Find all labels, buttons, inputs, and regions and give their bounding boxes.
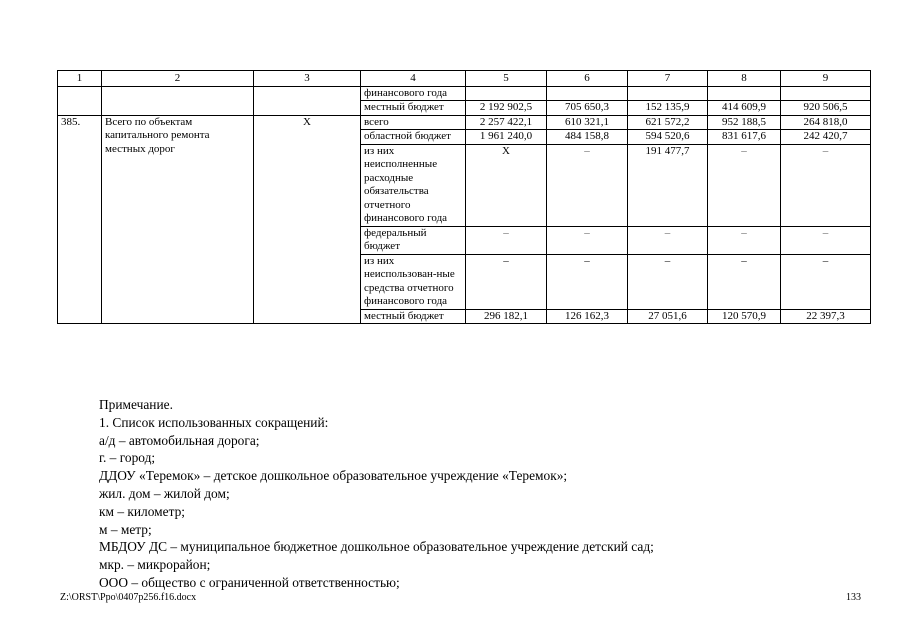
value-cell: –: [708, 226, 781, 254]
note-line: ДДОУ «Теремок» – детское дошкольное образовательное учреждение «Теремок»;: [99, 468, 568, 484]
file-path: Z:\ORST\Ppo\0407p256.f16.docx: [60, 592, 197, 603]
value-cell: 621 572,2: [628, 115, 708, 130]
value-cell: –: [628, 254, 708, 309]
value-cell: 152 135,9: [628, 101, 708, 116]
note-title: Примечание.: [99, 397, 173, 412]
value-cell: –: [628, 226, 708, 254]
value-cell: 191 477,7: [628, 144, 708, 226]
value-cell: 2 192 902,5: [466, 101, 547, 116]
row-label: финансового года: [361, 86, 466, 101]
entry-name: Всего по объектам капитального ремонта местных дорог: [102, 115, 254, 324]
value-cell: 242 420,7: [781, 130, 871, 145]
value-cell: 27 051,6: [628, 309, 708, 324]
value-cell: 610 321,1: [547, 115, 628, 130]
abbreviations-note: [99, 396, 879, 592]
value-cell: 705 650,3: [547, 101, 628, 116]
row-label: из них неиспользован-ные средства отчетного финансового года: [361, 254, 466, 309]
value-cell: –: [547, 226, 628, 254]
column-number: 2: [102, 71, 254, 87]
column-number: 6: [547, 71, 628, 87]
row-label: всего: [361, 115, 466, 130]
row-label: местный бюджет: [361, 101, 466, 116]
column-number: 9: [781, 71, 871, 87]
row-label: местный бюджет: [361, 309, 466, 324]
note-line: жил. дом – жилой дом;: [99, 485, 230, 501]
value-cell: 831 617,6: [708, 130, 781, 145]
value-cell: Х: [466, 144, 547, 226]
column-number: 8: [708, 71, 781, 87]
column-number: 5: [466, 71, 547, 87]
column-number: 1: [58, 71, 102, 87]
value-cell: 22 397,3: [781, 309, 871, 324]
value-cell: 952 188,5: [708, 115, 781, 130]
value-cell: –: [466, 226, 547, 254]
note-line: м – метр;: [99, 521, 152, 537]
note-line: мкр. – микрорайон;: [99, 557, 211, 573]
value-cell: 594 520,6: [628, 130, 708, 145]
entry-number: 385.: [58, 115, 102, 324]
value-cell: 920 506,5: [781, 101, 871, 116]
note-line: а/д – автомобильная дорога;: [99, 432, 260, 448]
value-cell: 2 257 422,1: [466, 115, 547, 130]
value-cell: –: [708, 254, 781, 309]
note-line: км – километр;: [99, 503, 186, 519]
table-row: [58, 86, 871, 101]
value-cell: –: [781, 254, 871, 309]
value-cell: 120 570,9: [708, 309, 781, 324]
value-cell: 484 158,8: [547, 130, 628, 145]
note-line: 1. Список использованных сокращений:: [99, 414, 329, 430]
value-cell: –: [708, 144, 781, 226]
row-label: федеральный бюджет: [361, 226, 466, 254]
value-cell: 414 609,9: [708, 101, 781, 116]
column-numbers-row: [58, 71, 871, 87]
value-cell: 126 162,3: [547, 309, 628, 324]
value-cell: 1 961 240,0: [466, 130, 547, 145]
note-line: МБДОУ ДС – муниципальное бюджетное дошкольное образовательное учреждение детский сад;: [99, 539, 654, 555]
value-cell: –: [781, 144, 871, 226]
value-cell: –: [466, 254, 547, 309]
row-label: областной бюджет: [361, 130, 466, 145]
budget-table: [57, 70, 871, 324]
table-row: [58, 115, 871, 130]
note-line: ООО – общество с ограниченной ответственностью;: [99, 574, 400, 590]
value-cell: –: [781, 226, 871, 254]
column-number: 4: [361, 71, 466, 87]
value-cell: 296 182,1: [466, 309, 547, 324]
value-cell: 264 818,0: [781, 115, 871, 130]
column-number: 3: [254, 71, 361, 87]
note-line: г. – город;: [99, 450, 156, 466]
entry-col3: Х: [254, 115, 361, 324]
page-number: 133: [846, 592, 861, 603]
column-number: 7: [628, 71, 708, 87]
value-cell: –: [547, 144, 628, 226]
row-label: из них неисполненные расходные обязательства отчетного финансового года: [361, 144, 466, 226]
value-cell: –: [547, 254, 628, 309]
